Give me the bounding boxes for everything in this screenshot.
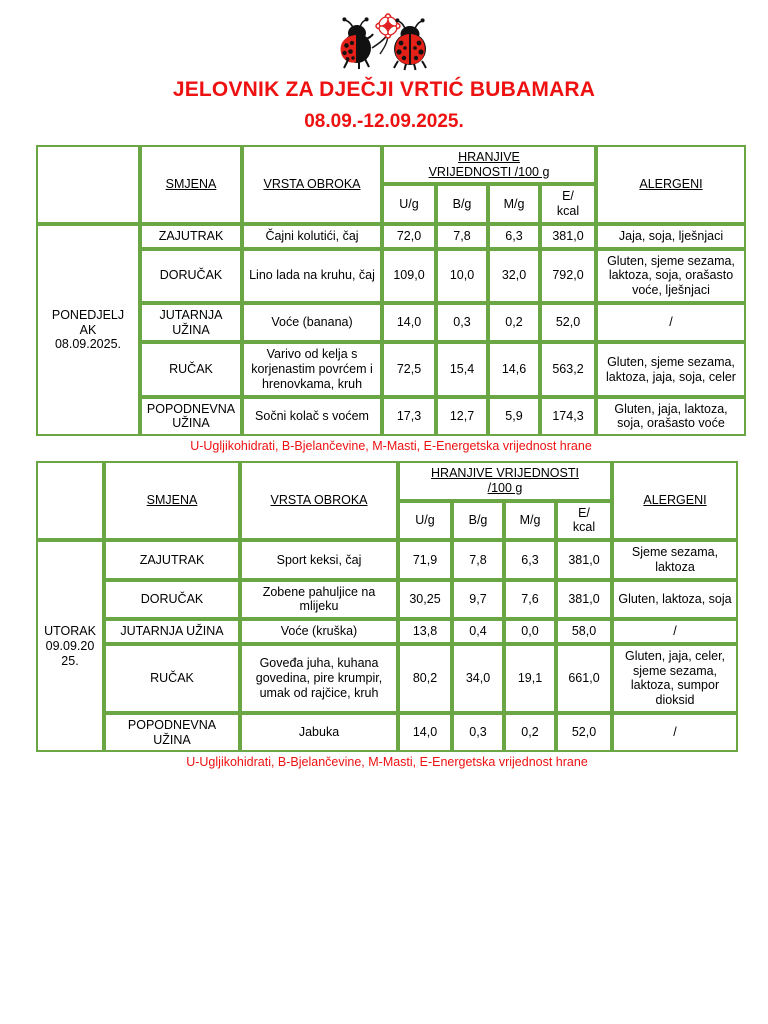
table-row <box>36 619 738 644</box>
table-row <box>36 580 738 620</box>
footnote-tuesday: U-Ugljikohidrati, B-Bjelančevine, M-Masti, E-Energetska vrijednost hrane <box>186 755 588 770</box>
column-header-energy: E/ kcal <box>540 184 596 224</box>
column-header-carbs: U/g <box>398 501 452 541</box>
value-allergens: Gluten, laktoza, soja <box>612 580 738 620</box>
meal-description: Zobene pahuljice na mlijeku <box>240 580 398 620</box>
value-protein: 10,0 <box>436 249 488 303</box>
meal-description: Sočni kolač s voćem <box>242 397 382 437</box>
table-row <box>36 540 738 580</box>
table-row <box>36 342 746 396</box>
ladybug-left-icon <box>341 17 373 69</box>
value-protein: 34,0 <box>452 644 504 713</box>
column-header-shift: SMJENA <box>104 461 240 540</box>
value-allergens: Jaja, soja, lješnjaci <box>596 224 746 249</box>
meal-description: Voće (kruška) <box>240 619 398 644</box>
value-fat: 5,9 <box>488 397 540 437</box>
value-fat: 7,6 <box>504 580 556 620</box>
value-fat: 6,3 <box>504 540 556 580</box>
column-header-meal-type: VRSTA OBROKA <box>242 145 382 224</box>
value-carbs: 30,25 <box>398 580 452 620</box>
column-header-energy: E/ kcal <box>556 501 612 541</box>
meal-shift: DORUČAK <box>140 249 242 303</box>
value-energy: 52,0 <box>540 303 596 343</box>
meal-shift: DORUČAK <box>104 580 240 620</box>
logo-container <box>0 0 768 72</box>
day-cell-tuesday: UTORAK 09.09.20 25. <box>36 540 104 752</box>
table-row <box>36 397 746 437</box>
value-fat: 19,1 <box>504 644 556 713</box>
table-row <box>36 224 746 249</box>
column-header-nutrition-group: HRANJIVE VRIJEDNOSTI /100 g <box>382 145 596 185</box>
menu-table-monday <box>36 145 746 436</box>
value-fat: 32,0 <box>488 249 540 303</box>
value-allergens: Sjeme sezama, laktoza <box>612 540 738 580</box>
value-carbs: 14,0 <box>398 713 452 753</box>
column-header-meal-type: VRSTA OBROKA <box>240 461 398 540</box>
value-energy: 563,2 <box>540 342 596 396</box>
meal-description: Goveđa juha, kuhana govedina, pire krumpir, umak od rajčice, kruh <box>240 644 398 713</box>
value-allergens: Gluten, sjeme sezama, laktoza, soja, orašasto voće, lješnjaci <box>596 249 746 303</box>
value-protein: 7,8 <box>436 224 488 249</box>
menu-table-tuesday <box>36 461 738 752</box>
table-row <box>36 644 738 713</box>
value-energy: 381,0 <box>556 540 612 580</box>
value-fat: 0,2 <box>488 303 540 343</box>
value-energy: 52,0 <box>556 713 612 753</box>
meal-description: Lino lada na kruhu, čaj <box>242 249 382 303</box>
value-carbs: 72,5 <box>382 342 436 396</box>
value-protein: 0,4 <box>452 619 504 644</box>
meal-shift: ZAJUTRAK <box>140 224 242 249</box>
meal-shift: POPODNEVNA UŽINA <box>104 713 240 753</box>
column-header-shift: SMJENA <box>140 145 242 224</box>
value-protein: 12,7 <box>436 397 488 437</box>
value-carbs: 14,0 <box>382 303 436 343</box>
ladybug-logo <box>326 10 442 72</box>
table-row <box>36 713 738 753</box>
column-header-carbs: U/g <box>382 184 436 224</box>
value-allergens: Gluten, jaja, celer, sjeme sezama, laktoza, sumpor dioksid <box>612 644 738 713</box>
value-allergens: / <box>596 303 746 343</box>
meal-shift: ZAJUTRAK <box>104 540 240 580</box>
day-cell-monday: PONEDJELJ AK 08.09.2025. <box>36 224 140 436</box>
meal-description: Jabuka <box>240 713 398 753</box>
column-header-fat: M/g <box>504 501 556 541</box>
value-protein: 9,7 <box>452 580 504 620</box>
value-fat: 6,3 <box>488 224 540 249</box>
value-protein: 15,4 <box>436 342 488 396</box>
meal-shift: JUTARNJA UŽINA <box>140 303 242 343</box>
footnote-monday: U-Ugljikohidrati, B-Bjelančevine, M-Masti, E-Energetska vrijednost hrane <box>190 439 592 454</box>
meal-description: Sport keksi, čaj <box>240 540 398 580</box>
value-energy: 58,0 <box>556 619 612 644</box>
day-header-cell <box>36 145 140 224</box>
column-header-protein: B/g <box>452 501 504 541</box>
value-allergens: / <box>612 713 738 753</box>
column-header-allergens: ALERGENI <box>596 145 746 224</box>
column-header-protein: B/g <box>436 184 488 224</box>
table-row <box>36 249 746 303</box>
value-protein: 7,8 <box>452 540 504 580</box>
meal-description: Čajni kolutići, čaj <box>242 224 382 249</box>
meal-shift: JUTARNJA UŽINA <box>104 619 240 644</box>
value-allergens: / <box>612 619 738 644</box>
value-carbs: 13,8 <box>398 619 452 644</box>
value-carbs: 80,2 <box>398 644 452 713</box>
value-protein: 0,3 <box>452 713 504 753</box>
page-date-range: 08.09.-12.09.2025. <box>304 111 464 133</box>
table-header-row-top <box>36 461 738 501</box>
value-energy: 381,0 <box>540 224 596 249</box>
value-protein: 0,3 <box>436 303 488 343</box>
value-carbs: 17,3 <box>382 397 436 437</box>
meal-description: Varivo od kelja s korjenastim povrćem i hrenovkama, kruh <box>242 342 382 396</box>
value-carbs: 71,9 <box>398 540 452 580</box>
value-energy: 661,0 <box>556 644 612 713</box>
meal-description: Voće (banana) <box>242 303 382 343</box>
flower-icon <box>376 14 400 38</box>
value-fat: 0,2 <box>504 713 556 753</box>
meal-shift: RUČAK <box>104 644 240 713</box>
meal-shift: POPODNEVNA UŽINA <box>140 397 242 437</box>
table-row <box>36 303 746 343</box>
value-allergens: Gluten, sjeme sezama, laktoza, jaja, soja, celer <box>596 342 746 396</box>
column-header-fat: M/g <box>488 184 540 224</box>
column-header-allergens: ALERGENI <box>612 461 738 540</box>
value-energy: 174,3 <box>540 397 596 437</box>
meal-shift: RUČAK <box>140 342 242 396</box>
column-header-nutrition-group: HRANJIVE VRIJEDNOSTI /100 g <box>398 461 612 501</box>
value-carbs: 72,0 <box>382 224 436 249</box>
value-fat: 0,0 <box>504 619 556 644</box>
day-header-cell <box>36 461 104 540</box>
value-energy: 381,0 <box>556 580 612 620</box>
table-header-row-top <box>36 145 746 185</box>
value-energy: 792,0 <box>540 249 596 303</box>
page-title: JELOVNIK ZA DJEČJI VRTIĆ BUBAMARA <box>172 78 596 101</box>
value-allergens: Gluten, jaja, laktoza, soja, orašasto voće <box>596 397 746 437</box>
value-carbs: 109,0 <box>382 249 436 303</box>
value-fat: 14,6 <box>488 342 540 396</box>
